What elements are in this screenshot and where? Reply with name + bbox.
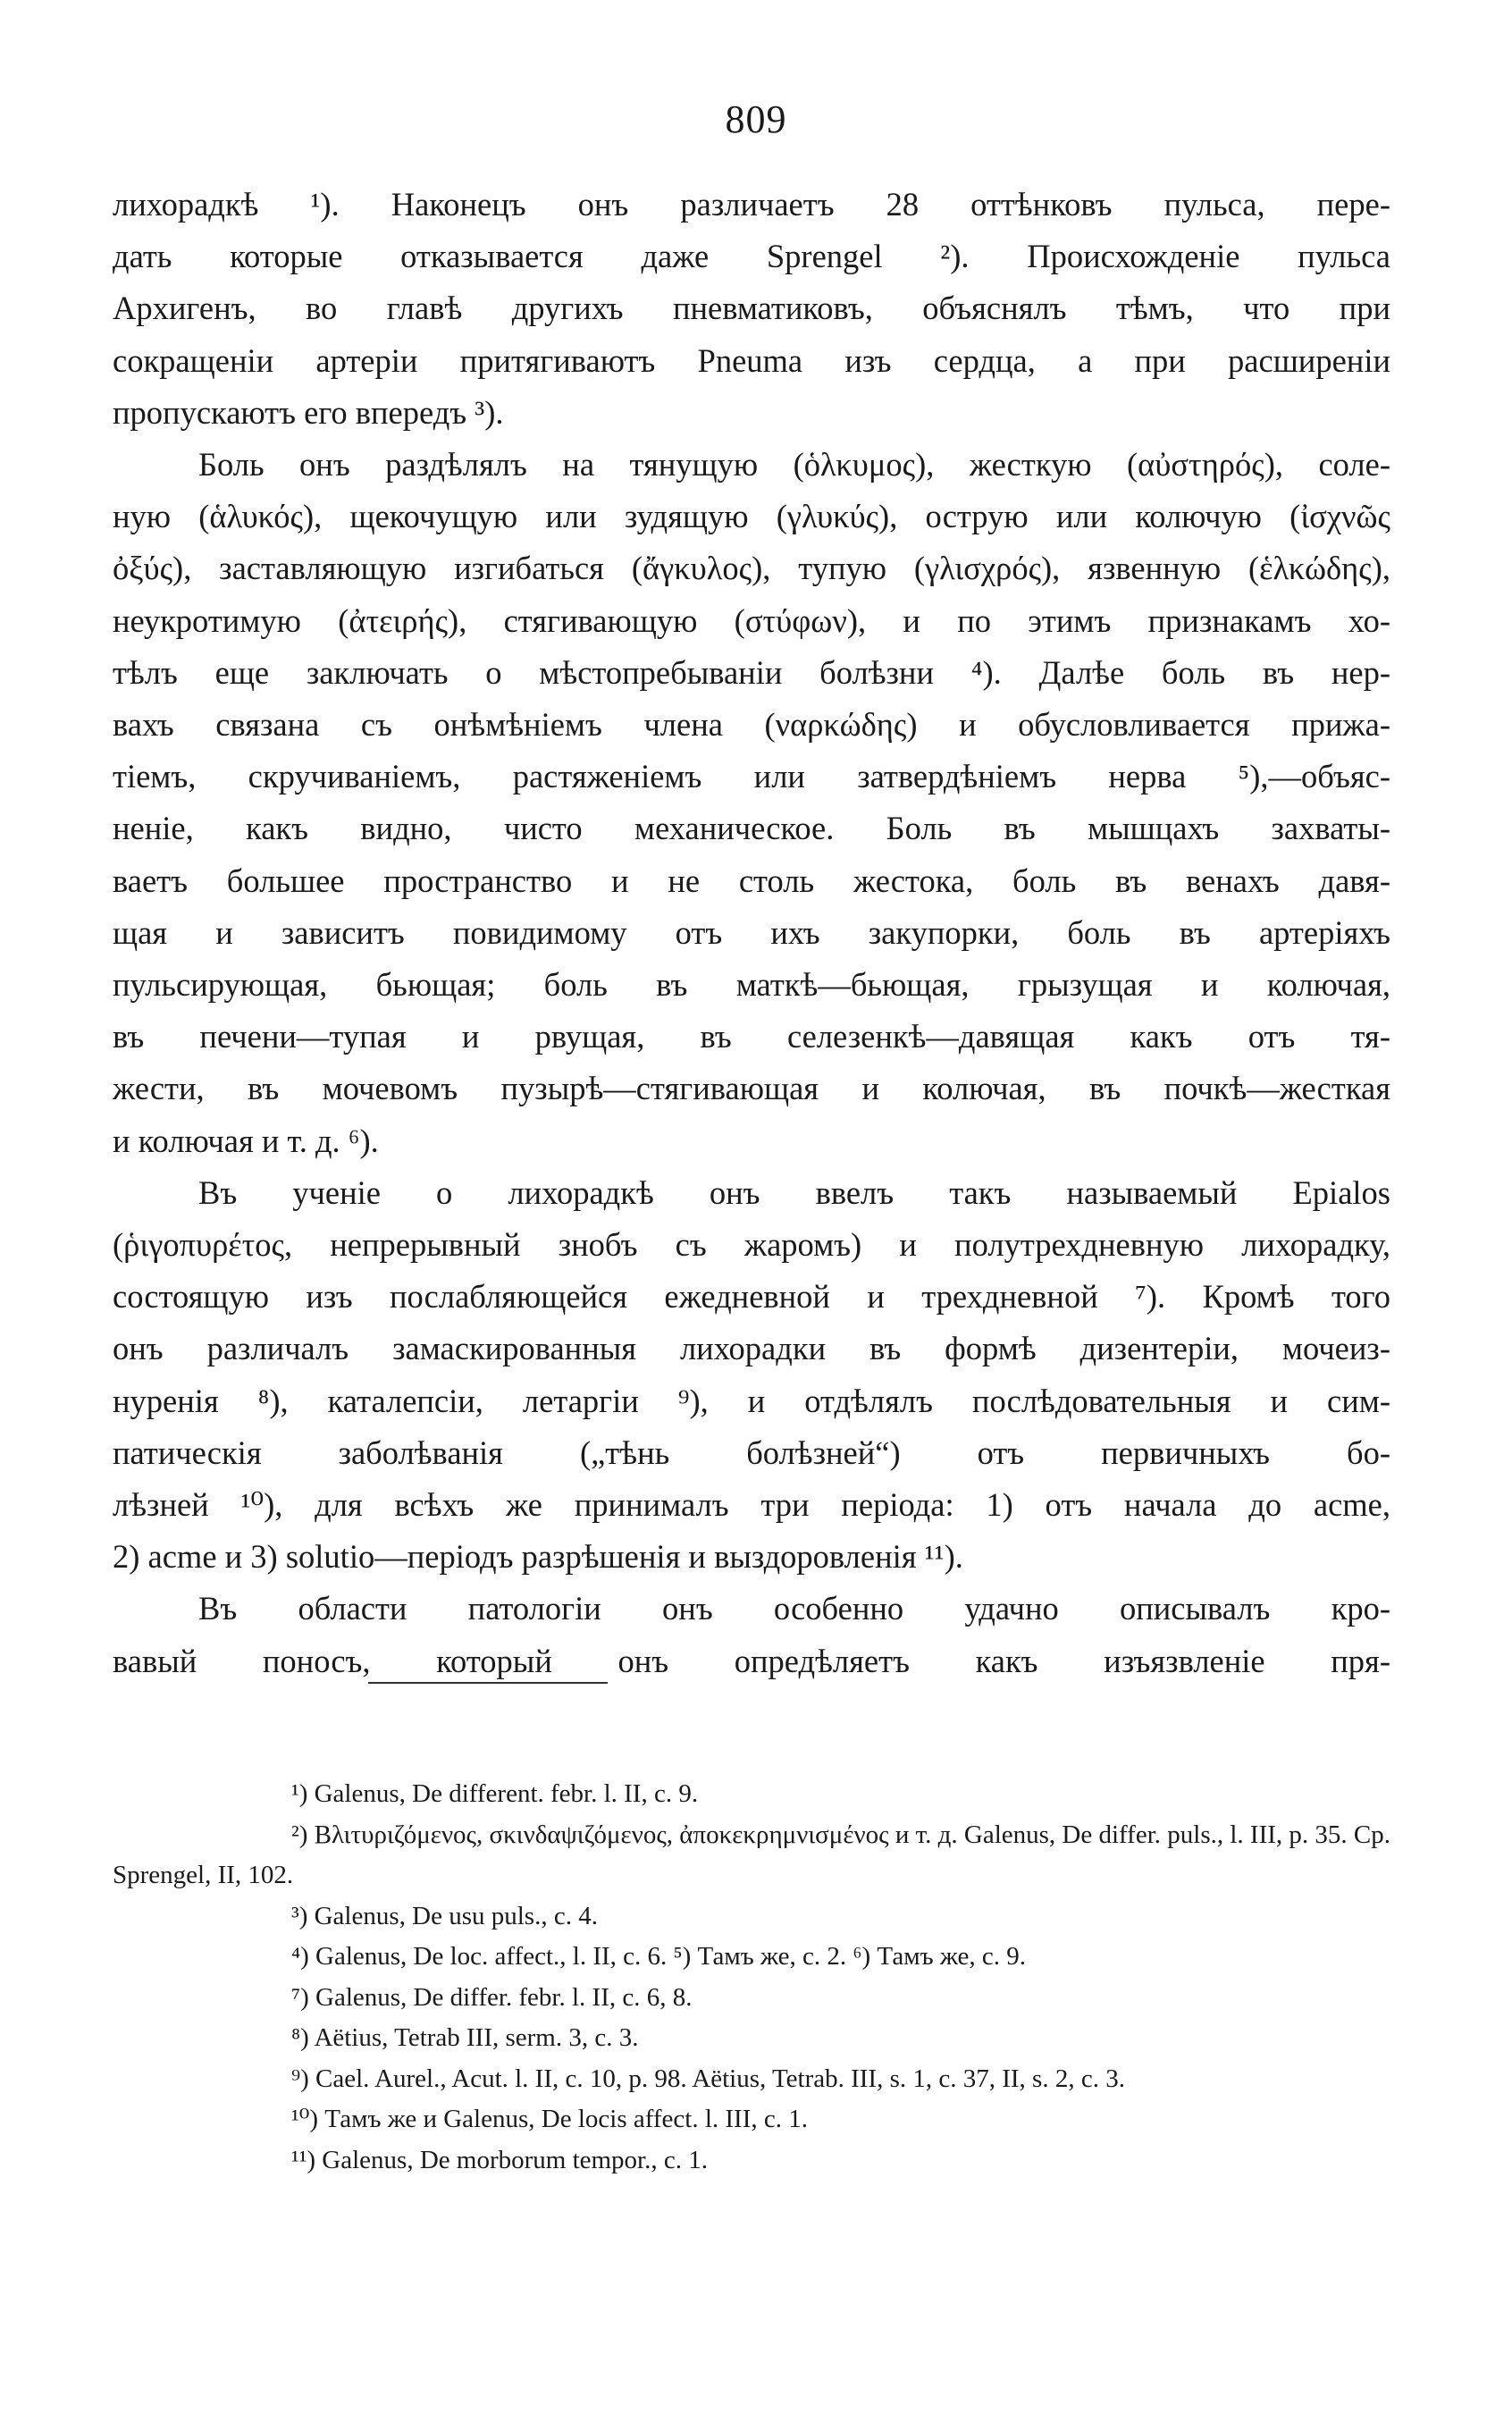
footnote-mark: ⁴) bbox=[291, 1942, 309, 1971]
text-line: щая и зависитъ повидимому отъ ихъ закупорки, боль въ артеріяхъ bbox=[113, 913, 1390, 951]
text-line: въ печени—тупая и рвущая, въ селезенкѣ—давящая какъ отъ тя- bbox=[113, 1018, 1390, 1055]
text-line: ὀξύς), заставляющую изгибаться (ἄγκυλος), тупую (γλισχρός), язвенную (ἑλκώδης), bbox=[113, 550, 1390, 587]
footnote-text: Тамъ же и Galenus, De locis affect. l. III, c. 1. bbox=[324, 2105, 808, 2133]
footnote bbox=[113, 1815, 1390, 1896]
text-line: Въ ученіе о лихорадкѣ онъ ввелъ такъ называемый Epialos bbox=[198, 1173, 1390, 1211]
footnotes bbox=[113, 1774, 1390, 2181]
footnote bbox=[113, 1978, 1390, 2019]
text-line: и колючая и т. д. ⁶). bbox=[113, 1122, 379, 1159]
footnote-mark: ⁷) bbox=[291, 1982, 309, 2012]
footnote-text: Βλιτυριζόμενος, σκινδαψιζόμενος, ἀποκεκρημνισμένος и т. д. Galenus, De differ. puls., l. III, p. 35. Cp. Sprengel, II, 102. bbox=[113, 1820, 1391, 1889]
paragraph bbox=[113, 179, 1390, 439]
footnote-text: Galenus, De different. febr. l. II, c. 9. bbox=[314, 1779, 699, 1808]
footnote bbox=[113, 2059, 1390, 2100]
footnote bbox=[113, 1774, 1390, 1815]
footnote-mark: ²) bbox=[291, 1820, 308, 1849]
footnote bbox=[113, 1937, 1390, 1978]
footnote-mark: ⁸) bbox=[291, 2023, 309, 2052]
footnote-mark: ¹⁰) bbox=[291, 2105, 318, 2133]
text-line: тіемъ, скручиваніемъ, растяженіемъ или затвердѣніемъ нерва ⁵),—объяс- bbox=[113, 758, 1390, 795]
text-line: (ῥιγοπυρέτος, непрерывный знобъ съ жаромъ) и полутрехдневную лихорадку, bbox=[113, 1226, 1390, 1264]
text-line: сокращеніи артеріи притягиваютъ Pneuma изъ сердца, а при расширеніи bbox=[113, 341, 1390, 379]
footnote bbox=[113, 2099, 1390, 2140]
footnote-text: Galenus, De morborum tempor., c. 1. bbox=[322, 2145, 708, 2174]
footnote-text: Aëtius, Tetrab III, serm. 3, c. 3. bbox=[314, 2023, 639, 2052]
paragraph bbox=[113, 1583, 1390, 1686]
footnote-text: Galenus, De loc. affect., l. II, c. 6. ⁵) Тамъ же, c. 2. ⁶) Тамъ же, c. 9. bbox=[315, 1942, 1027, 1971]
text-line: ную (ἁλυκός), щекочущую или зудящую (γλυκύς), острую или колючую (ἰσχνῶς bbox=[113, 498, 1390, 535]
paragraph bbox=[113, 1167, 1390, 1584]
text-line: онъ различалъ замаскированныя лихорадки въ формѣ дизентеріи, мочеиз- bbox=[113, 1330, 1390, 1367]
footnote-text: Cael. Aurel., Acut. l. II, c. 10, p. 98. Aëtius, Tetrab. III, s. 1, c. 37, II, s. 2, c. 3. bbox=[315, 2064, 1125, 2093]
text-line: дать которые отказывается даже Sprengel ²). Происхожденіе пульса bbox=[113, 238, 1390, 275]
footnote-mark: ¹¹) bbox=[291, 2145, 316, 2174]
text-line: Въ области патологіи онъ особенно удачно описывалъ кро- bbox=[198, 1590, 1390, 1627]
text-line: Архигенъ, во главѣ другихъ пневматиковъ, объяснялъ тѣмъ, что при bbox=[113, 290, 1390, 327]
text-line: тѣлъ еще заключать о мѣстопребываніи болѣзни ⁴). Далѣе боль въ нер- bbox=[113, 653, 1390, 691]
footnote-mark: ⁹) bbox=[291, 2064, 309, 2093]
text-line: жести, въ мочевомъ пузырѣ—стягивающая и колючая, въ почкѣ—жесткая bbox=[113, 1070, 1390, 1107]
text-line: 2) acme и 3) solutio—періодъ разрѣшенія и выздоровленія ¹¹). bbox=[113, 1538, 963, 1576]
text-line: лѣзней ¹⁰), для всѣхъ же принималъ три періода: 1) отъ начала до acme, bbox=[113, 1486, 1390, 1524]
text-line: пульсирующая, бьющая; боль въ маткѣ—бьющая, грызущая и колючая, bbox=[113, 966, 1390, 1004]
text-line: ваетъ большее пространство и не столь жестока, боль въ венахъ давя- bbox=[113, 862, 1390, 899]
text-line: неніе, какъ видно, чисто механическое. Боль въ мышцахъ захваты- bbox=[113, 810, 1390, 847]
footnote bbox=[113, 2140, 1390, 2182]
footnote bbox=[113, 1896, 1390, 1938]
footnote-mark: ³) bbox=[291, 1901, 308, 1930]
text-line: лихорадкѣ ¹). Наконецъ онъ различаетъ 28 оттѣнковъ пульса, пере- bbox=[113, 186, 1390, 223]
text-line: вахъ связана съ онѣмѣніемъ члена (ναρκώδης) и обусловливается прижа- bbox=[113, 706, 1390, 744]
footnote-text: Galenus, De differ. febr. l. II, c. 6, 8. bbox=[315, 1982, 693, 2012]
text-line: вавый поносъ, который онъ опредѣляетъ какъ изъязвленіе пря- bbox=[113, 1642, 1390, 1679]
page-number: 809 bbox=[725, 97, 787, 141]
footnote-mark: ¹) bbox=[291, 1779, 308, 1808]
footnote-text: Galenus, De usu puls., c. 4. bbox=[314, 1901, 598, 1930]
footnote bbox=[113, 2018, 1390, 2059]
paragraph bbox=[113, 439, 1390, 1167]
text-line: нуренія ⁸), каталепсіи, летаргіи ⁹), и отдѣлялъ послѣдовательныя и сим- bbox=[113, 1382, 1390, 1419]
text-line: состоящую изъ послабляющейся ежедневной и трехдневной ⁷). Кромѣ того bbox=[113, 1278, 1390, 1316]
text-line: Боль онъ раздѣлялъ на тянущую (ὁλκυμος), жесткую (αὐστηρός), соле- bbox=[198, 446, 1390, 483]
text-line: пропускаютъ его впередъ ³). bbox=[113, 393, 504, 431]
text-line: патическія заболѣванія („тѣнь болѣзней“) отъ первичныхъ бо- bbox=[113, 1434, 1390, 1471]
text-line: неукротимую (ἀτειρής), стягивающую (στύφων), и по этимъ признакамъ хо- bbox=[113, 601, 1390, 639]
footnote-separator bbox=[368, 1682, 608, 1684]
main-text bbox=[113, 179, 1390, 1687]
